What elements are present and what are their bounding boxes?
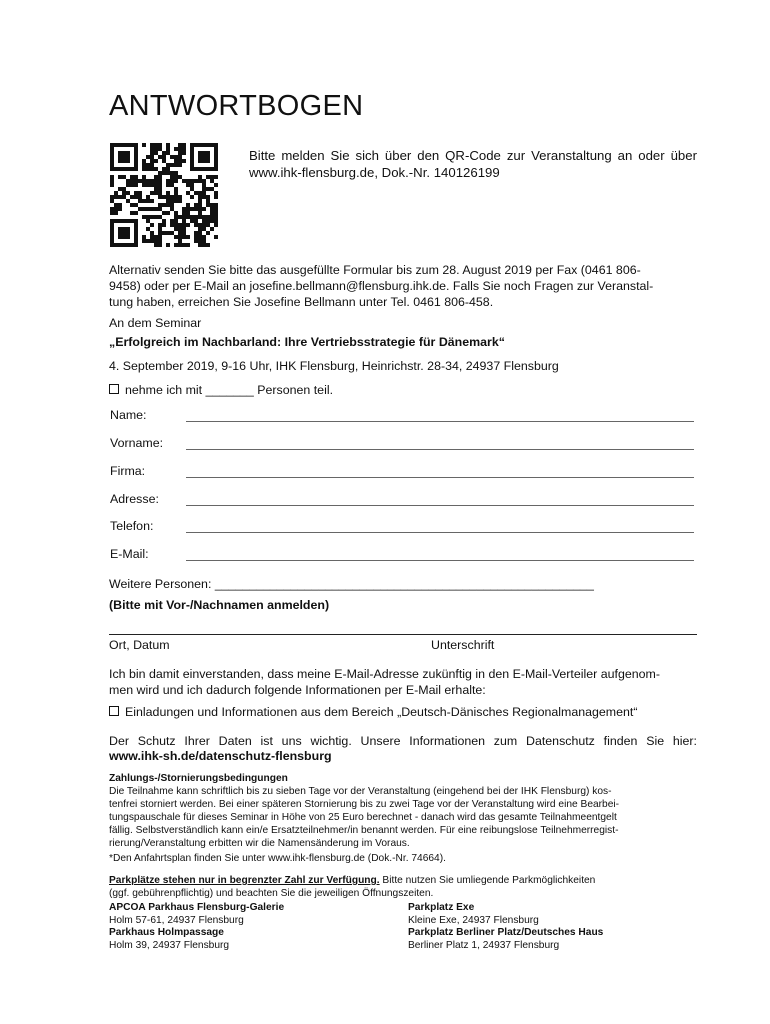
alternative-line: tung haben, erreichen Sie Josefine Bellmann unter Tel. 0461 806-458. [109,295,494,309]
parking-place-name: Parkplatz Exe [408,902,475,913]
parking-place [109,901,284,927]
page-title: ANTWORTBOGEN [109,90,364,122]
alternative-line: 9458) oder per E-Mail an josefine.bellmann@flensburg.ihk.de. Falls Sie noch Fragen zur Veranstal- [109,279,654,293]
parking-heading: Parkplätze stehen nur in begrenzter Zahl zur Verfügung. [109,875,380,886]
adresse-field[interactable] [110,492,694,508]
field-label: Adresse: [110,492,159,506]
parking-intro-rest: Bitte nutzen Sie umliegende Parkmöglichkeiten [379,875,596,886]
place-date-label: Ort, Datum [109,638,170,652]
parking-place-name: Parkplatz Berliner Platz/Deutsches Haus [408,927,604,938]
seminar-details: 4. September 2019, 9-16 Uhr, IHK Flensburg, Heinrichstr. 28-34, 24937 Flensburg [109,359,559,373]
terms-body [109,785,709,850]
parking-place-address: Holm 57-61, 24937 Flensburg [109,915,244,926]
parking-place-name: Parkhaus Holmpassage [109,927,224,938]
email-field[interactable] [110,547,694,563]
terms-line: tenfrei storniert werden. Bei einer späteren Stornierung bis zu zwei Tage vor der Veranstaltung wird eine Bearbei- [109,799,620,810]
signature-line[interactable] [109,634,697,635]
name-field[interactable] [110,408,694,424]
weitere-personen-field[interactable]: Weitere Personen: _______________________________________________________ [109,577,594,591]
terms-line: Die Teilnahme kann schriftlich bis zu sieben Tage vor der Veranstaltung (eingehend bei der IHK Flensburg) kos- [109,786,612,797]
seminar-label: An dem Seminar [109,316,202,330]
field-line[interactable] [186,477,694,478]
signature-label: Unterschrift [431,638,495,652]
terms-line: rierung/Veranstaltung erbitten wir die Namensänderung im Voraus. [109,838,410,849]
participants-text: nehme ich mit _______ Personen teil. [125,383,334,397]
field-label: Vorname: [110,436,164,450]
vorname-field[interactable] [110,436,694,452]
weitere-personen-note: (Bitte mit Vor-/Nachnamen anmelden) [109,598,330,612]
terms-heading: Zahlungs-/Stornierungsbedingungen [109,773,288,784]
parking-intro-line: (ggf. gebührenpflichtig) und beachten Sie die jeweiligen Öffnungszeiten. [109,888,434,899]
field-line[interactable] [186,449,694,450]
field-line[interactable] [186,421,694,422]
alternative-line: Alternativ senden Sie bitte das ausgefüllte Formular bis zum 28. August 2019 per Fax (0461 806- [109,263,641,277]
consent-option-label: Einladungen und Informationen aus dem Bereich „Deutsch-Dänisches Regionalmanagement“ [125,705,638,719]
map-note: *Den Anfahrtsplan finden Sie unter www.ihk-flensburg.de (Dok.-Nr. 74664). [109,853,446,864]
parking-place [408,901,539,927]
terms-line: tungspauschale für dieses Seminar in Höhe von 25 Euro berechnet - danach wird das gesamte Teilnahmeentgelt [109,812,617,823]
consent-option [109,704,637,720]
terms-line: fällig. Selbstverständlich kann ein/e Ersatzteilnehmer/in benannt werden. Für eine reibungslose Teilnehmerregist- [109,825,619,836]
field-line[interactable] [186,560,694,561]
privacy-text: Der Schutz Ihrer Daten ist uns wichtig. Unsere Informationen zum Datenschutz finden Sie hier: [109,734,697,748]
parking-place-address: Holm 39, 24937 Flensburg [109,940,230,951]
privacy-link[interactable]: www.ihk-sh.de/datenschutz-flensburg [109,749,332,763]
field-label: Telefon: [110,519,154,533]
field-line[interactable] [186,505,694,506]
parking-place-address: Kleine Exe, 24937 Flensburg [408,915,539,926]
consent-line: men wird und ich dadurch folgende Informationen per E-Mail erhalte: [109,683,486,697]
qr-code-icon[interactable] [110,143,218,247]
seminar-title: „Erfolgreich im Nachbarland: Ihre Vertriebsstrategie für Dänemark“ [109,335,505,349]
parking-place [109,926,229,952]
firma-field[interactable] [110,464,694,480]
field-label: E-Mail: [110,547,149,561]
participants-checkbox[interactable] [109,384,119,394]
parking-place-name: APCOA Parkhaus Flensburg-Galerie [109,902,285,913]
alternative-contact [109,262,709,310]
intro-text: Bitte melden Sie sich über den QR-Code zur Veranstaltung an oder über www.ihk-flensburg.de, Dok.-Nr. 140126199 [249,148,697,180]
participants-row [109,382,333,398]
consent-text [109,666,709,698]
parking-place [408,926,603,952]
field-label: Name: [110,408,147,422]
field-label: Firma: [110,464,146,478]
field-line[interactable] [186,532,694,533]
consent-line: Ich bin damit einverstanden, dass meine E-Mail-Adresse zukünftig in den E-Mail-Verteiler aufgenom- [109,667,660,681]
parking-intro [109,874,709,900]
telefon-field[interactable] [110,519,694,535]
parking-place-address: Berliner Platz 1, 24937 Flensburg [408,940,560,951]
consent-checkbox[interactable] [109,706,119,716]
